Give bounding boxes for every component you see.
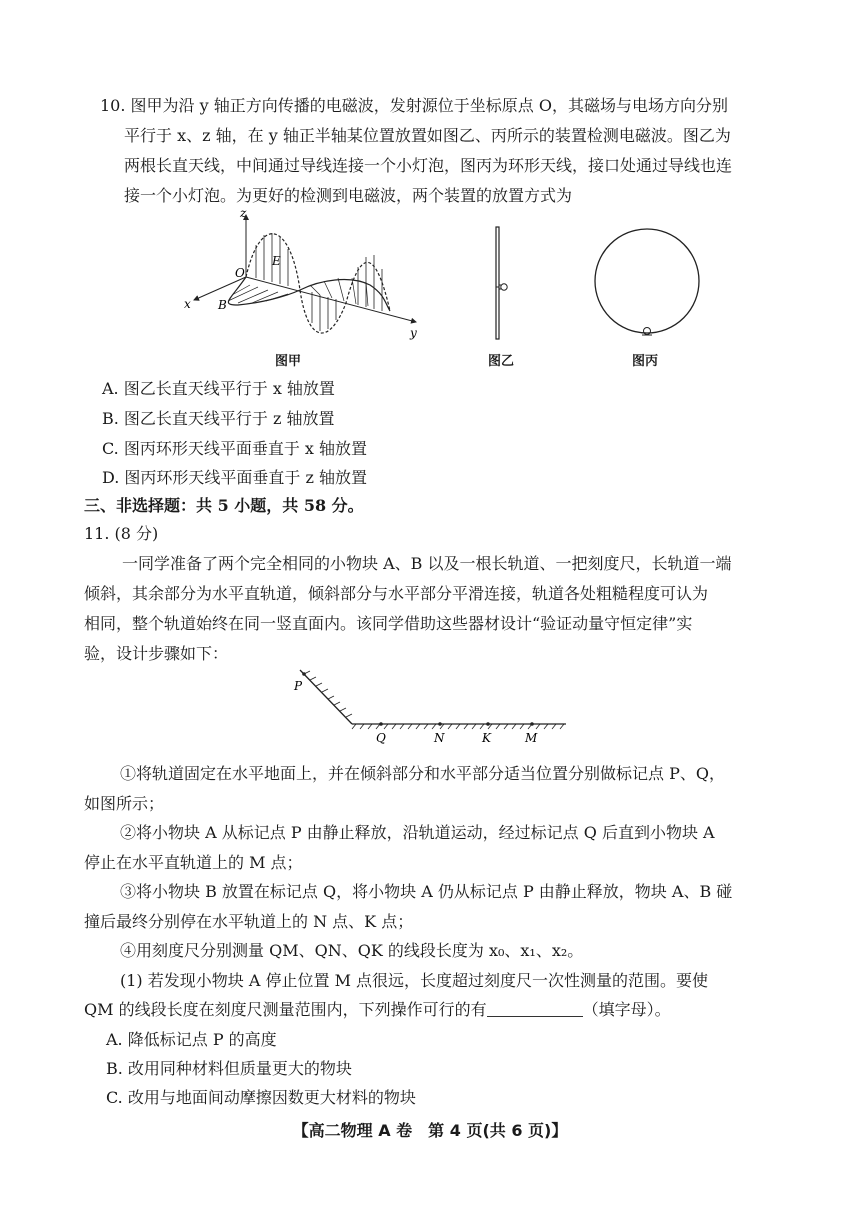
incline-hatching [304, 671, 352, 717]
figure-track [290, 662, 580, 747]
axis-x-label: x [184, 297, 191, 311]
figure-em-wave [180, 205, 430, 345]
answer-blank[interactable] [487, 1000, 583, 1017]
lamp-icon [501, 284, 507, 290]
point-p [302, 672, 306, 676]
b-field-hatching [228, 278, 368, 306]
q11-step-3b: 撞后最终分别停在水平轨道上的 N 点、K 点； [84, 912, 414, 931]
q11-step-1a: ①将轨道固定在水平地面上，并在倾斜部分和水平部分适当位置分别做标记点 P、Q， [120, 764, 725, 783]
page-footer: 【高二物理 A 卷 第 4 页(共 6 页)】 [292, 1121, 568, 1140]
q11-step-2a: ②将小物块 A 从标记点 P 由静止释放，沿轨道运动，经过标记点 Q 后直到小物块 A [120, 823, 715, 842]
section-3-title: 三、非选择题：共 5 小题，共 58 分。 [84, 496, 364, 515]
q11-intro-1: 一同学准备了两个完全相同的小物块 A、B 以及一根长轨道、一把刻度尺，长轨道一端 [122, 554, 732, 573]
label-m: M [525, 731, 538, 745]
figure-straight-antenna [488, 225, 518, 345]
q11-step-2b: 停止在水平直轨道上的 M 点； [84, 853, 303, 872]
point-k [486, 722, 490, 726]
q11-blank-suffix: （填字母）。 [582, 1000, 671, 1019]
q10-option-d: D. 图丙环形天线平面垂直于 z 轴放置 [102, 468, 368, 487]
q10-option-c: C. 图丙环形天线平面垂直于 x 轴放置 [102, 439, 368, 458]
point-n [438, 722, 442, 726]
q11-sub1-line2 [84, 1000, 671, 1020]
q10-line-2: 平行于 x、z 轴，在 y 轴正半轴某位置放置如图乙、丙所示的装置检测电磁波。图乙为 [124, 126, 731, 145]
q11-intro-2: 倾斜，其余部分为水平直轨道，倾斜部分与水平部分平滑连接，轨道各处粗糙程度可认为 [84, 584, 709, 603]
axis-y-label: y [410, 326, 417, 340]
figure-loop-antenna [590, 225, 710, 345]
fig-bing-label: 图丙 [632, 354, 659, 369]
q11-head: 11. (8 分) [84, 524, 159, 543]
q10-line-3: 两根长直天线，中间通过导线连接一个小灯泡，图丙为环形天线，接口处通过导线也连 [124, 156, 733, 175]
q10-option-b: B. 图乙长直天线平行于 z 轴放置 [102, 409, 335, 428]
loop-ring [595, 229, 699, 333]
track-incline [300, 670, 352, 724]
label-q: Q [376, 731, 386, 745]
label-n: N [434, 731, 445, 745]
q11-step-1b: 如图所示； [84, 794, 165, 813]
point-m [530, 722, 534, 726]
q11-intro-4: 验，设计步骤如下： [84, 644, 229, 663]
q11-option-c: C. 改用与地面间动摩擦因数更大材料的物块 [106, 1088, 416, 1107]
axis-z-label: z [240, 206, 247, 220]
antenna-rod [496, 227, 499, 339]
q10-line-4: 接一个小灯泡。为更好的检测到电磁波，两个装置的放置方式为 [124, 186, 573, 205]
q10-option-a: A. 图乙长直天线平行于 x 轴放置 [102, 379, 335, 398]
q11-intro-3: 相同，整个轨道始终在同一竖直面内。该同学借助这些器材设计“验证动量守恒定律”实 [84, 614, 693, 633]
fig-jia-label: 图甲 [275, 354, 302, 369]
label-p: P [294, 679, 303, 693]
label-k: K [482, 731, 491, 745]
point-q [379, 722, 383, 726]
q11-sub1-line1: (1) 若发现小物块 A 停止位置 M 点很远，长度超过刻度尺一次性测量的范围。要使 [120, 971, 709, 990]
q11-option-a: A. 降低标记点 P 的高度 [106, 1030, 277, 1049]
q11-step-3a: ③将小物块 B 放置在标记点 Q，将小物块 A 仍从标记点 P 由静止释放，物块 A、B 碰 [120, 882, 733, 901]
q11-sub1-prompt: QM 的线段长度在刻度尺测量范围内，下列操作可行的有 [84, 1000, 487, 1019]
b-label: B [218, 298, 227, 312]
fig-yi-label: 图乙 [488, 354, 515, 369]
q11-option-b: B. 改用同种材料但质量更大的物块 [106, 1059, 352, 1078]
origin-label: O [235, 266, 245, 280]
q11-step-4: ④用刻度尺分别测量 QM、QN、QK 的线段长度为 x₀、x₁、x₂。 [120, 941, 584, 960]
e-label: E [272, 254, 281, 268]
q10-line-1: 10. 图甲为沿 y 轴正方向传播的电磁波，发射源位于坐标原点 O，其磁场与电场方向分别 [100, 96, 728, 115]
